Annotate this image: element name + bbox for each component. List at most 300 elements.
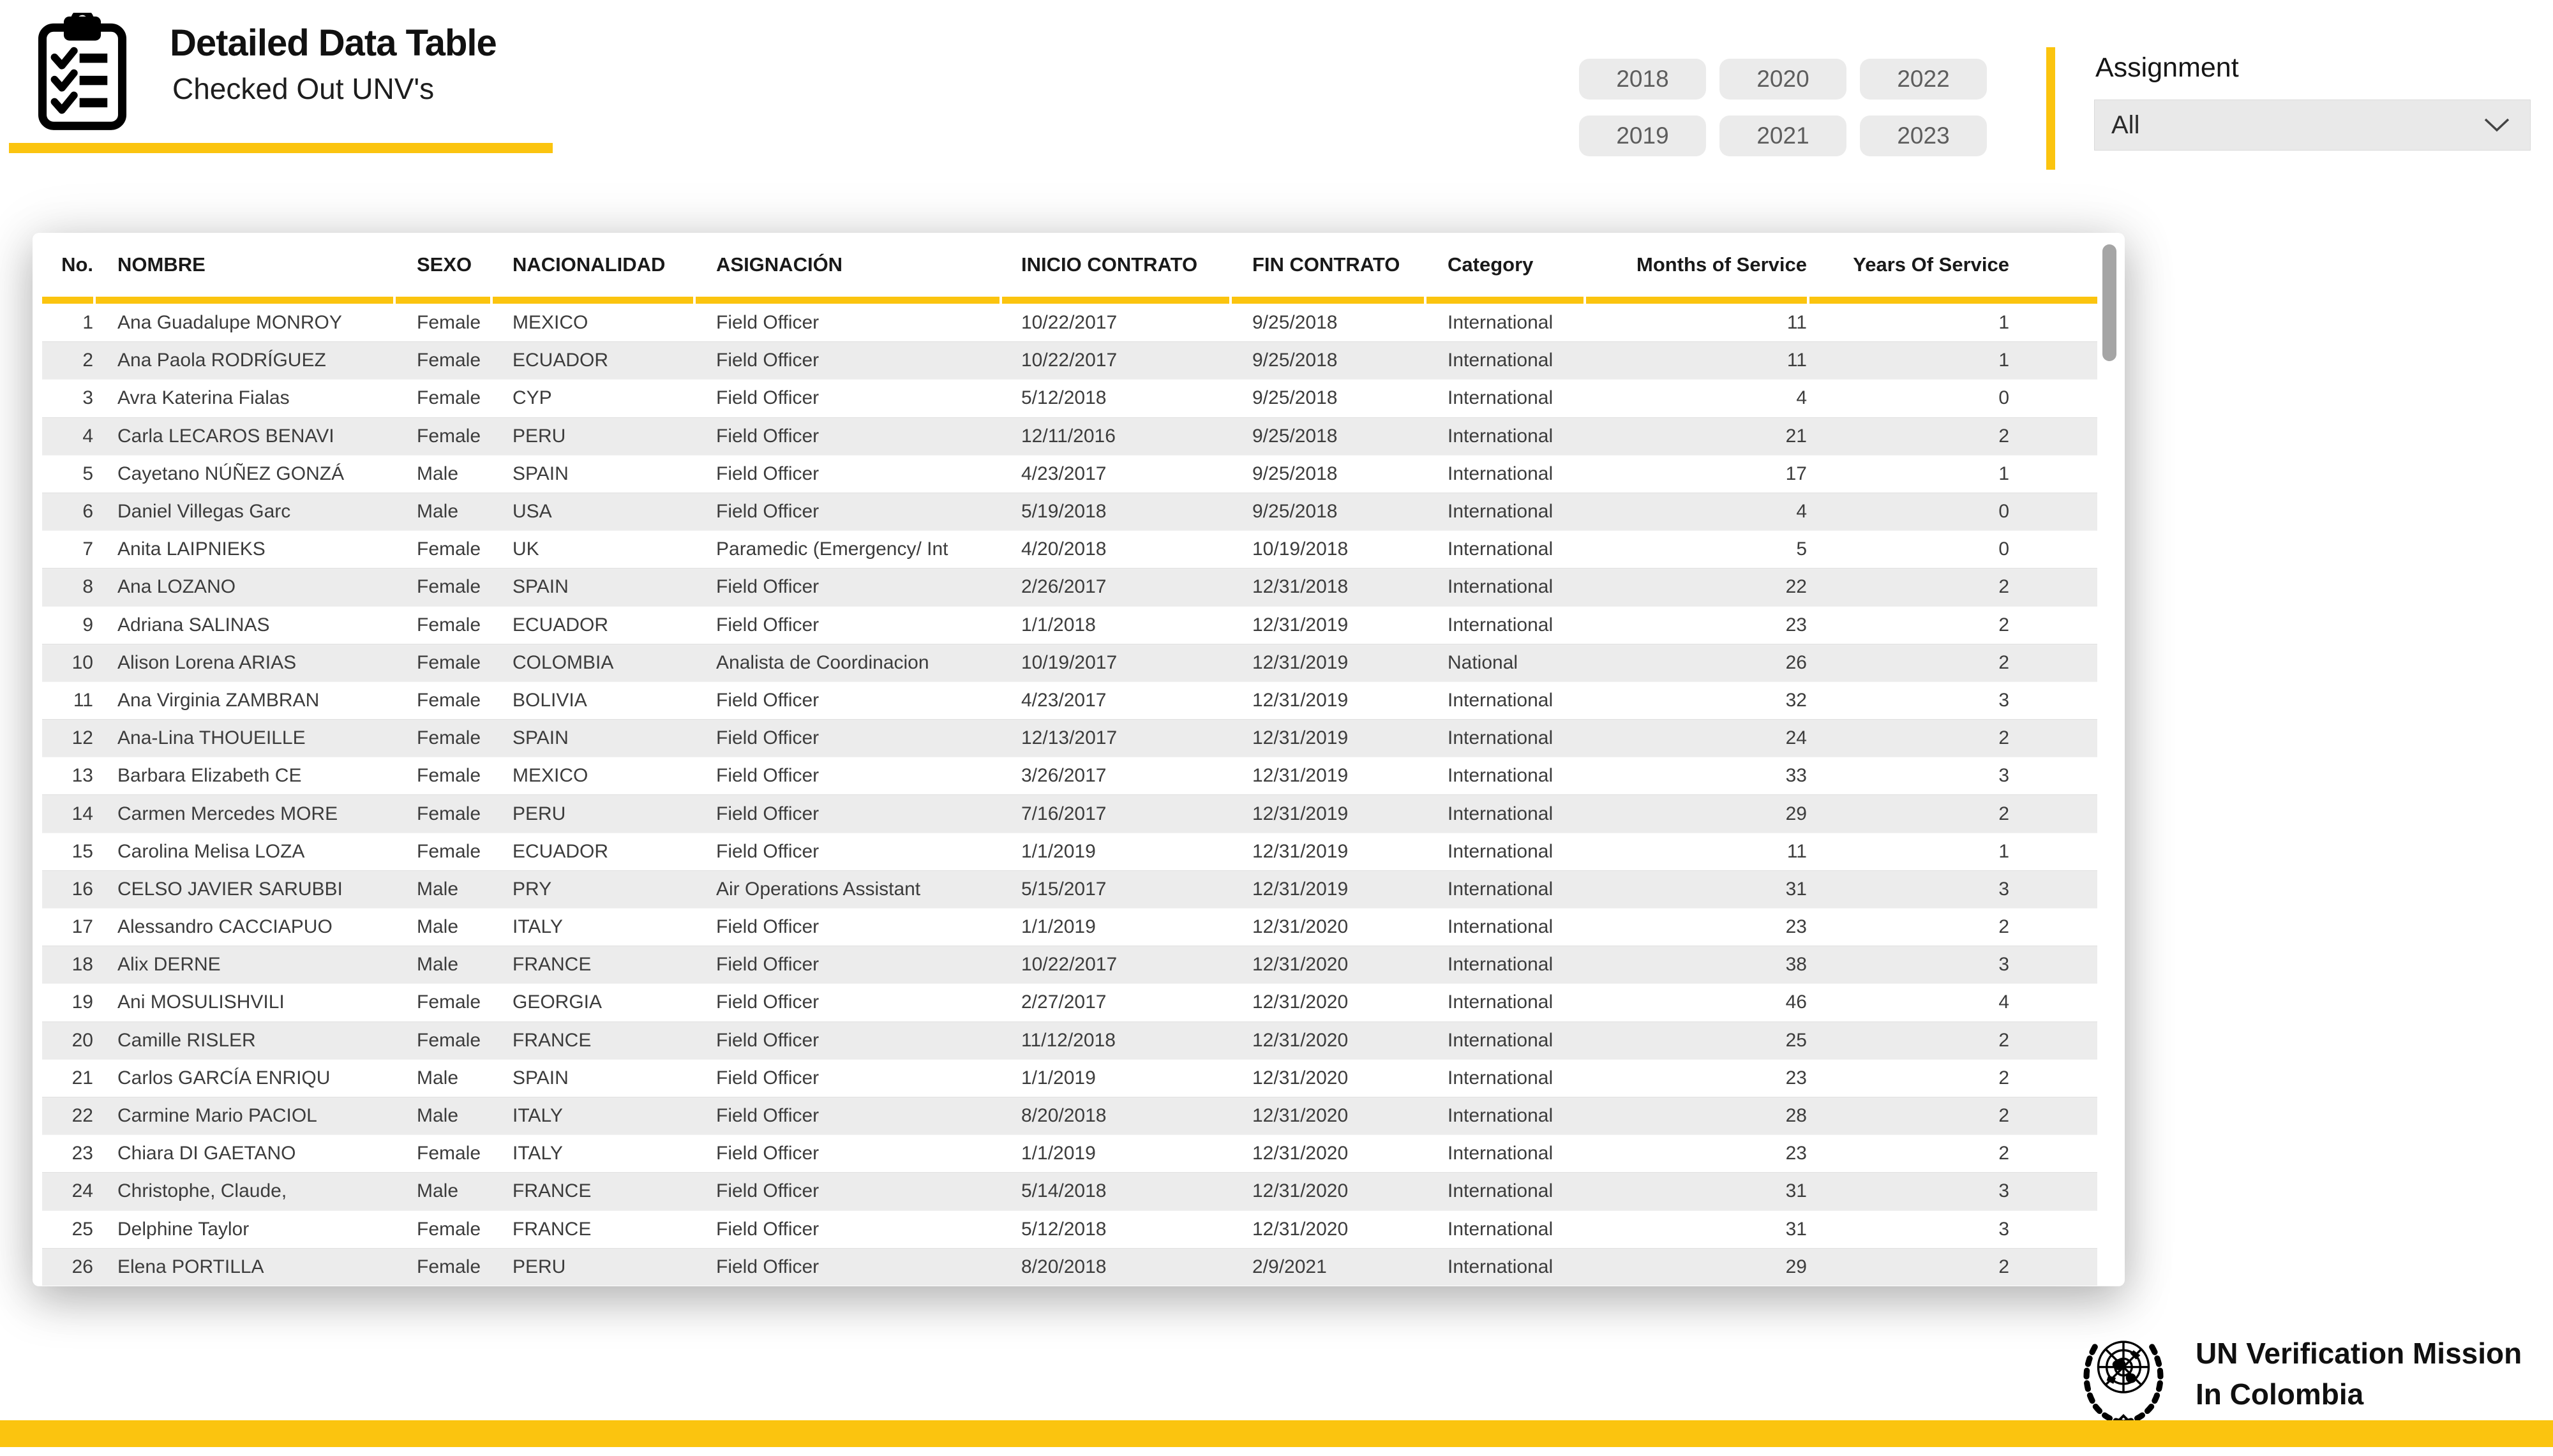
table-cell: Alix DERNE [117,954,221,976]
table-cell: Field Officer [716,765,820,787]
table-cell: MEXICO [513,311,588,333]
table-cell: Field Officer [716,727,820,749]
table-cell: USA [513,501,552,523]
table-cell: Female [417,576,481,598]
table-cell: Male [417,1067,459,1088]
table-row[interactable] [42,681,2097,719]
table-cell: 12/31/2019 [1252,878,1349,900]
table-cell: 2 [1998,803,2009,824]
table-cell: Field Officer [716,954,820,976]
table-cell: 2 [1998,727,2009,749]
data-table-card [33,233,2125,1286]
table-row[interactable] [42,794,2097,832]
table-cell: 2 [1998,1105,2009,1127]
table-cell: International [1448,1180,1554,1202]
table-cell: 10/22/2017 [1021,954,1118,976]
table-cell: Delphine Taylor [117,1218,250,1240]
table-cell: 14 [71,803,93,824]
table-cell: 0 [1998,387,2009,409]
table-row[interactable] [42,568,2097,605]
table-cell: Anita LAIPNIEKS [117,539,266,560]
table-cell: 19 [71,992,93,1013]
year-button-2023[interactable]: 2023 [1860,115,1987,156]
table-cell: 1/1/2019 [1021,1067,1096,1088]
table-cell: 17 [1785,463,1807,484]
table-cell: 7/16/2017 [1021,803,1107,824]
vertical-scrollbar-thumb[interactable] [2102,244,2116,361]
table-cell: Alessandro CACCIAPUO [117,916,333,938]
table-cell: 12/31/2020 [1252,1029,1349,1051]
table-row[interactable] [42,341,2097,379]
table-cell: 38 [1785,954,1807,976]
table-cell: 8 [82,576,93,598]
table-cell: 6 [82,501,93,523]
table-cell: 10 [71,651,93,673]
table-cell: Field Officer [716,1218,820,1240]
header-bar-tick [999,297,1002,304]
table-cell: 9/25/2018 [1252,387,1338,409]
column-header-nacionalidad[interactable]: NACIONALIDAD [513,253,666,276]
table-cell: PERU [513,1256,566,1277]
table-cell: 2/26/2017 [1021,576,1107,598]
table-cell: 9 [82,614,93,635]
table-cell: PERU [513,803,566,824]
table-cell: 12 [71,727,93,749]
table-cell: Female [417,387,481,409]
table-cell: 2 [1998,651,2009,673]
table-cell: Female [417,1143,481,1164]
table-row[interactable] [42,417,2097,455]
table-cell: Field Officer [716,1180,820,1202]
vertical-divider [2046,47,2055,170]
assignment-dropdown[interactable] [2094,100,2531,151]
footer-accent-bar [0,1420,2553,1447]
assignment-label: Assignment [2095,52,2239,83]
table-cell: 46 [1785,992,1807,1013]
table-cell: International [1448,878,1554,900]
table-cell: 12/31/2019 [1252,765,1349,787]
table-cell: 26 [71,1256,93,1277]
table-cell: 1/1/2019 [1021,916,1096,938]
table-cell: 3 [82,387,93,409]
table-cell: 22 [71,1105,93,1127]
table-row[interactable] [42,455,2097,493]
table-cell: 25 [1785,1029,1807,1051]
assignment-selected-value: All [2111,110,2140,139]
table-cell: 8/20/2018 [1021,1105,1107,1127]
table-row[interactable] [42,870,2097,908]
table-cell: 31 [1785,1218,1807,1240]
table-cell: 12/31/2020 [1252,1067,1349,1088]
table-cell: FRANCE [513,1180,592,1202]
table-cell: 2 [1998,1067,2009,1088]
table-row[interactable] [42,1097,2097,1134]
table-cell: 12/31/2020 [1252,1218,1349,1240]
table-cell: 23 [1785,1067,1807,1088]
table-cell: Field Officer [716,614,820,635]
table-cell: 22 [1785,576,1807,598]
table-cell: 2 [1998,1256,2009,1277]
table-cell: 5/15/2017 [1021,878,1107,900]
table-cell: 9/25/2018 [1252,350,1338,371]
table-cell: 12/31/2020 [1252,1180,1349,1202]
header-bar-tick [1424,297,1426,304]
table-cell: 12/31/2020 [1252,1143,1349,1164]
table-cell: International [1448,689,1554,711]
table-cell: 5 [1796,539,1807,560]
table-cell: 5/12/2018 [1021,387,1107,409]
table-cell: 2 [1998,1143,2009,1164]
table-cell: Field Officer [716,803,820,824]
table-cell: Field Officer [716,1143,820,1164]
column-header-sexo[interactable]: SEXO [417,253,472,276]
table-header-row [42,233,2009,297]
table-cell: FRANCE [513,1218,592,1240]
table-cell: Male [417,501,459,523]
table-cell: SPAIN [513,727,569,749]
table-cell: 12/31/2019 [1252,689,1349,711]
table-cell: 2 [1998,916,2009,938]
table-cell: 10/19/2017 [1021,651,1118,673]
table-cell: 10/22/2017 [1021,350,1118,371]
table-cell: 31 [1785,1180,1807,1202]
table-cell: 2 [1998,614,2009,635]
table-cell: ECUADOR [513,840,609,862]
table-cell: Alison Lorena ARIAS [117,651,297,673]
table-cell: 3/26/2017 [1021,765,1107,787]
table-cell: 12/31/2019 [1252,614,1349,635]
table-cell: Camille RISLER [117,1029,256,1051]
table-cell: International [1448,387,1554,409]
table-cell: 11/12/2018 [1021,1029,1116,1051]
table-cell: 2 [1998,425,2009,447]
table-cell: UK [513,539,539,560]
table-cell: CELSO JAVIER SARUBBI [117,878,343,900]
table-cell: 0 [1998,539,2009,560]
table-cell: 16 [71,878,93,900]
title-underline [9,143,553,153]
table-row[interactable] [42,719,2097,757]
table-cell: 2 [1998,1029,2009,1051]
table-cell: Ana Virginia ZAMBRAN [117,689,320,711]
footer-org-name-line1: UN Verification Mission [2196,1337,2522,1370]
table-cell: Female [417,1218,481,1240]
table-cell: 12/31/2019 [1252,803,1349,824]
table-cell: International [1448,614,1554,635]
table-cell: 8/20/2018 [1021,1256,1107,1277]
table-cell: International [1448,501,1554,523]
table-cell: PERU [513,425,566,447]
table-row[interactable] [42,908,2097,946]
table-cell: 1/1/2019 [1021,840,1096,862]
column-header-years-of-service[interactable]: Years Of Service [1853,253,2009,276]
table-cell: 10/22/2017 [1021,311,1118,333]
table-cell: 23 [1785,1143,1807,1164]
table-cell: 1 [1998,463,2009,484]
table-cell: 9/25/2018 [1252,311,1338,333]
year-button-2018[interactable]: 2018 [1579,59,1706,100]
table-cell: Female [417,992,481,1013]
table-cell: Field Officer [716,463,820,484]
table-cell: International [1448,1143,1554,1164]
table-cell: Field Officer [716,311,820,333]
table-cell: 4 [1998,992,2009,1013]
table-cell: PRY [513,878,552,900]
table-cell: ITALY [513,916,563,938]
footer-org-name-line2: In Colombia [2196,1378,2364,1411]
table-cell: Female [417,803,481,824]
table-cell: 2 [82,350,93,371]
page-title: Detailed Data Table [170,22,497,64]
table-cell: 9/25/2018 [1252,501,1338,523]
table-cell: International [1448,1067,1554,1088]
table-cell: 1 [1998,311,2009,333]
table-cell: 12/31/2019 [1252,651,1349,673]
table-cell: 12/31/2020 [1252,954,1349,976]
column-header-category[interactable]: Category [1448,253,1534,276]
table-cell: Field Officer [716,350,820,371]
table-cell: 24 [71,1180,93,1202]
table-row[interactable] [42,606,2097,644]
table-cell: 1 [1998,350,2009,371]
table-cell: Ana-Lina THOUEILLE [117,727,306,749]
table-cell: COLOMBIA [513,651,614,673]
table-cell: 3 [1998,954,2009,976]
table-row[interactable] [42,379,2097,417]
table-cell: Carolina Melisa LOZA [117,840,305,862]
table-cell: Female [417,727,481,749]
table-cell: ECUADOR [513,350,609,371]
table-cell: 29 [1785,803,1807,824]
table-row[interactable] [42,757,2097,794]
table-cell: 11 [1786,311,1807,333]
table-cell: SPAIN [513,576,569,598]
table-cell: Elena PORTILLA [117,1256,264,1277]
table-cell: 4 [82,425,93,447]
table-row[interactable] [42,1172,2097,1210]
table-cell: Male [417,463,459,484]
table-cell: 10/19/2018 [1252,539,1349,560]
column-header-fin-contrato[interactable]: FIN CONTRATO [1252,253,1400,276]
table-cell: 7 [82,539,93,560]
table-cell: 31 [1785,878,1807,900]
table-cell: Male [417,954,459,976]
table-cell: GEORGIA [513,992,603,1013]
table-body [42,304,2097,1286]
table-cell: 28 [1785,1105,1807,1127]
table-row[interactable] [42,1210,2097,1248]
table-cell: Field Officer [716,689,820,711]
column-header-no-[interactable]: No. [61,253,93,276]
table-cell: 3 [1998,1218,2009,1240]
table-cell: 2 [1998,576,2009,598]
table-cell: 25 [71,1218,93,1240]
table-cell: International [1448,1256,1554,1277]
table-cell: Female [417,614,481,635]
table-cell: International [1448,954,1554,976]
table-cell: Female [417,765,481,787]
table-row[interactable] [42,493,2097,530]
table-cell: 17 [71,916,93,938]
table-cell: Avra Katerina Fialas [117,387,290,409]
year-button-2020[interactable]: 2020 [1719,59,1846,100]
table-cell: 3 [1998,1180,2009,1202]
table-cell: Female [417,1256,481,1277]
table-cell: 0 [1998,501,2009,523]
table-cell: Female [417,311,481,333]
table-cell: 32 [1785,689,1807,711]
table-cell: 11 [1786,840,1807,862]
chevron-down-icon [2484,118,2510,132]
table-cell: International [1448,840,1554,862]
table-row[interactable] [42,983,2097,1021]
table-row[interactable] [42,1021,2097,1059]
column-header-inicio-contrato[interactable]: INICIO CONTRATO [1021,253,1198,276]
table-cell: Male [417,1180,459,1202]
table-cell: International [1448,1105,1554,1127]
table-cell: 3 [1998,689,2009,711]
column-header-nombre[interactable]: NOMBRE [117,253,206,276]
header-bar-tick [393,297,396,304]
table-cell: 29 [1785,1256,1807,1277]
year-button-2021[interactable]: 2021 [1719,115,1846,156]
year-button-2022[interactable]: 2022 [1860,59,1987,100]
table-cell: Adriana SALINAS [117,614,270,635]
table-cell: MEXICO [513,765,588,787]
table-cell: SPAIN [513,463,569,484]
table-cell: Cayetano NÚÑEZ GONZÁ [117,463,345,484]
table-cell: 12/13/2017 [1021,727,1118,749]
clipboard-checklist-icon [36,13,129,131]
table-cell: Carmine Mario PACIOL [117,1105,317,1127]
table-cell: 5/14/2018 [1021,1180,1107,1202]
table-cell: 23 [1785,614,1807,635]
table-row[interactable] [42,833,2097,870]
table-cell: ECUADOR [513,614,609,635]
table-cell: 12/31/2020 [1252,992,1349,1013]
table-cell: Ana Paola RODRÍGUEZ [117,350,326,371]
table-cell: FRANCE [513,954,592,976]
table-cell: Analista de Coordinacion [716,651,929,673]
table-cell: Male [417,916,459,938]
table-cell: International [1448,311,1554,333]
header-bar-tick [1583,297,1586,304]
table-cell: International [1448,463,1554,484]
table-cell: Ana LOZANO [117,576,236,598]
table-cell: Field Officer [716,992,820,1013]
table-cell: 12/31/2018 [1252,576,1349,598]
table-cell: 3 [1998,878,2009,900]
table-cell: ITALY [513,1105,563,1127]
table-row[interactable] [42,644,2097,681]
table-cell: 33 [1785,765,1807,787]
header-accent-bar [42,297,2097,304]
table-cell: International [1448,765,1554,787]
table-cell: International [1448,425,1554,447]
table-cell: Field Officer [716,1105,820,1127]
table-cell: Carmen Mercedes MORE [117,803,338,824]
table-cell: International [1448,916,1554,938]
table-row[interactable] [42,946,2097,983]
table-cell: Carlos GARCÍA ENRIQU [117,1067,331,1088]
table-cell: Field Officer [716,425,820,447]
table-cell: 1 [1998,840,2009,862]
table-cell: 26 [1785,651,1807,673]
table-cell: Female [417,539,481,560]
table-cell: International [1448,1218,1554,1240]
table-cell: Female [417,1029,481,1051]
table-cell: 5/19/2018 [1021,501,1107,523]
table-cell: 13 [71,765,93,787]
header-bar-tick [490,297,493,304]
table-cell: 3 [1998,765,2009,787]
table-cell: 2/9/2021 [1252,1256,1327,1277]
table-cell: National [1448,651,1518,673]
table-cell: 5/12/2018 [1021,1218,1107,1240]
table-cell: 4/23/2017 [1021,463,1107,484]
year-button-2019[interactable]: 2019 [1579,115,1706,156]
table-cell: 4 [1796,501,1807,523]
table-cell: Female [417,350,481,371]
column-header-asignaci-n[interactable]: ASIGNACIÓN [716,253,843,276]
table-cell: 21 [71,1067,93,1088]
header-bar-tick [693,297,696,304]
column-header-months-of-service[interactable]: Months of Service [1636,253,1807,276]
table-cell: 9/25/2018 [1252,425,1338,447]
table-cell: Female [417,689,481,711]
page-subtitle: Checked Out UNV's [172,72,435,105]
table-cell: 2/27/2017 [1021,992,1107,1013]
table-cell: 1/1/2019 [1021,1143,1096,1164]
table-row[interactable] [42,1248,2097,1286]
table-cell: 24 [1785,727,1807,749]
table-cell: 4/20/2018 [1021,539,1107,560]
header-bar-tick [1229,297,1232,304]
table-cell: Field Officer [716,387,820,409]
table-cell: International [1448,1029,1554,1051]
header-bar-tick [93,297,96,304]
table-cell: International [1448,350,1554,371]
table-cell: FRANCE [513,1029,592,1051]
table-row[interactable] [42,1059,2097,1097]
table-row[interactable] [42,304,2097,341]
table-row[interactable] [42,1134,2097,1172]
table-cell: 4 [1796,387,1807,409]
table-cell: 4/23/2017 [1021,689,1107,711]
table-cell: CYP [513,387,552,409]
header-bar-tick [1807,297,1809,304]
table-cell: 18 [71,954,93,976]
table-cell: Daniel Villegas Garc [117,501,291,523]
table-cell: International [1448,576,1554,598]
table-cell: Barbara Elizabeth CE [117,765,302,787]
un-emblem-icon [2073,1328,2174,1429]
table-cell: Female [417,840,481,862]
table-cell: SPAIN [513,1067,569,1088]
table-cell: Male [417,1105,459,1127]
table-cell: 5 [82,463,93,484]
table-cell: 12/31/2019 [1252,840,1349,862]
table-row[interactable] [42,530,2097,568]
table-cell: International [1448,803,1554,824]
table-cell: 23 [71,1143,93,1164]
table-cell: Air Operations Assistant [716,878,921,900]
table-cell: 12/31/2020 [1252,916,1349,938]
table-cell: Paramedic (Emergency/ Int [716,539,948,560]
table-cell: International [1448,727,1554,749]
table-cell: ITALY [513,1143,563,1164]
table-cell: 12/31/2019 [1252,727,1349,749]
